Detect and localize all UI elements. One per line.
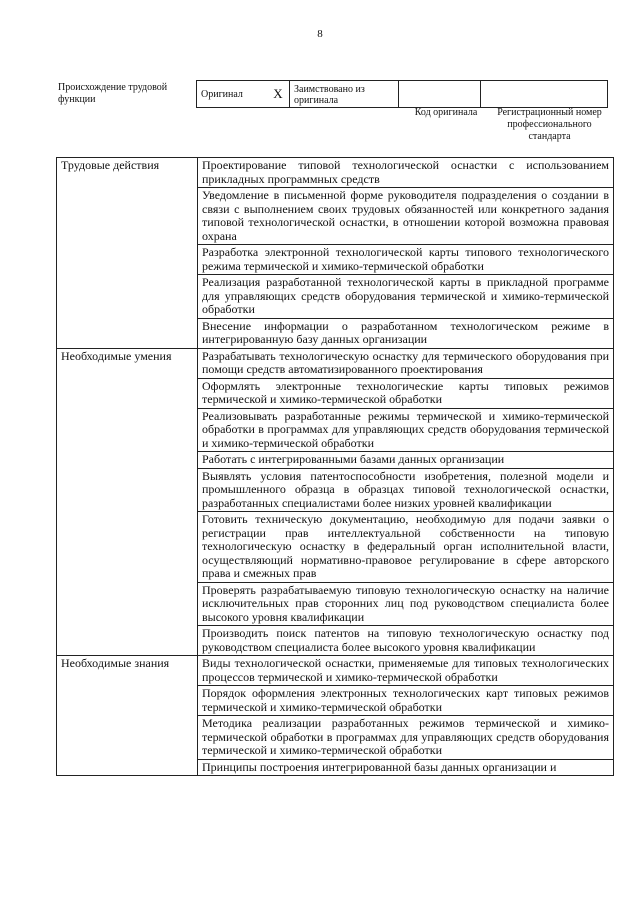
section-item: Методика реализации разработанных режимов термической и химико-термической обработки в программах для управляющих средств оборудования термической и химико-термической обработки (198, 716, 614, 760)
reg-caption: Регистрационный номер профессионального стандарта (497, 107, 602, 142)
section-item: Производить поиск патентов на типовую технологическую оснастку под руководством специалиста более высокого уровня квалификации (198, 626, 614, 656)
table-row (57, 348, 614, 378)
function-table (56, 157, 614, 776)
section-item: Выявлять условия патентоспособности изобретения, полезной модели и промышленного образца в образцах типовой технологической оснастки, разработанных специалистами более низких уровней квалификации (198, 468, 614, 512)
section-item: Проверять разрабатываемую типовую технологическую оснастку на наличие исключительных прав сторонних лиц под руководством специалиста более высокого уровня квалификации (198, 582, 614, 626)
section-item: Реализация разработанной технологической карты в прикладной программе для управляющих средств оборудования термической и химико-термической обработки (198, 275, 614, 319)
section-item: Уведомление в письменной форме руководителя подразделения о создании в связи с выполнением своих трудовых обязанностей или конкретного задания типовой технологической оснастки, в отношении которой возможна правовая охрана (198, 188, 614, 245)
table-row (57, 158, 614, 188)
reg-number-cell (481, 81, 608, 108)
section-item: Реализовывать разработанные режимы термической и химико-термической обработки в программах для управляющих средств оборудования термической и химико-термической обработки (198, 408, 614, 452)
section-item: Виды технологической оснастки, применяемые для типовых технологических процессов термической и химико-термической обработки (198, 656, 614, 686)
section-item: Разработка электронной технологической карты типового технологического режима термической и химико-термической обработки (198, 245, 614, 275)
section-item: Порядок оформления электронных технологических карт типовых режимов термической и химико-термической обработки (198, 686, 614, 716)
original-code-cell (399, 81, 481, 108)
borrowed-label: Заимствовано из оригинала (290, 81, 399, 108)
function-table-body (57, 158, 614, 776)
section-item: Готовить техническую документацию, необходимую для подачи заявки о регистрации прав интеллектуальной собственности на типовую технологическую оснастку в федеральный орган исполнительной власти, осуществляющий нормативно-правовое регулирование в сфере авторского права и смежных прав (198, 512, 614, 583)
section-item: Работать с интегрированными базами данных организации (198, 452, 614, 469)
section-item: Разрабатывать технологическую оснастку для термического оборудования при помощи средств автоматизированного проектирования (198, 348, 614, 378)
section-item: Принципы построения интегрированной базы данных организации и (198, 759, 614, 776)
table-row (57, 656, 614, 686)
section-label: Необходимые умения (57, 348, 198, 656)
origin-label: Происхождение трудовой функции (58, 82, 168, 105)
original-mark: X (267, 81, 290, 108)
section-item: Внесение информации о разработанном технологическом режиме в интегрированную базу данных организации (198, 318, 614, 348)
section-label: Необходимые знания (57, 656, 198, 776)
code-caption: Код оригинала (414, 107, 478, 118)
section-label: Трудовые действия (57, 158, 198, 349)
origin-table (196, 80, 608, 108)
page-number: 8 (317, 28, 323, 40)
original-label: Оригинал (197, 81, 268, 108)
section-item: Проектирование типовой технологической оснастки с использованием прикладных программных средств (198, 158, 614, 188)
section-item: Оформлять электронные технологические карты типовых режимов термической и химико-термической обработки (198, 378, 614, 408)
